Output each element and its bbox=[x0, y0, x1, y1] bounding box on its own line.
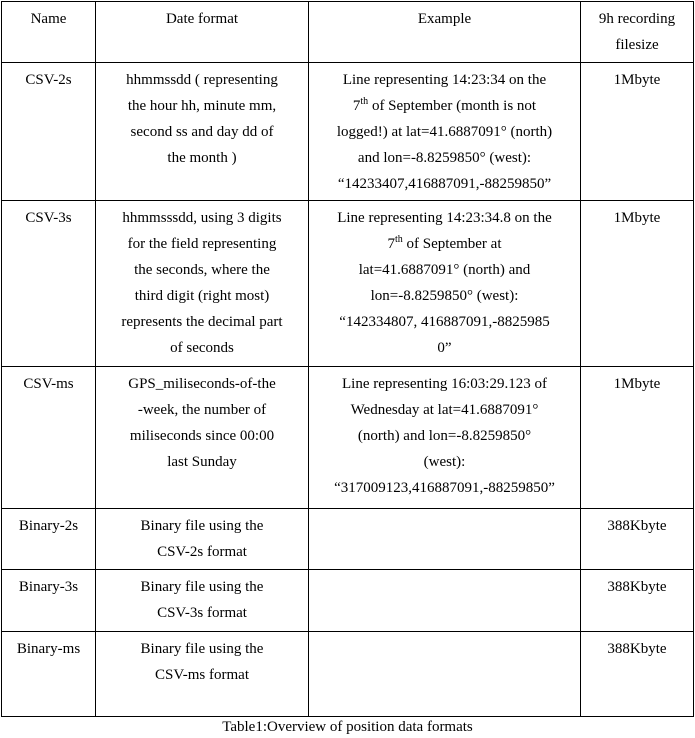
header-example-cell bbox=[309, 2, 581, 63]
table-row bbox=[2, 632, 694, 717]
row-size: 1Mbyte bbox=[613, 376, 661, 392]
row-example-post: of September at lat=41.6887091° (north) and lon=-8.8259850° (west): “142334807, 416887091,-8825985 0” bbox=[339, 236, 550, 356]
row-size: 388Kbyte bbox=[607, 518, 667, 534]
row-name: CSV-3s bbox=[25, 210, 72, 226]
row-example-pre: Line representing 16:03:29.123 of Wednesday at lat=41.6887091° (north) and lon=-8.8259850° (west): “317009123,416887091,-88259850” bbox=[334, 376, 555, 496]
table-row bbox=[2, 570, 694, 632]
row-example bbox=[309, 63, 580, 197]
row-format: Binary file using the CSV-ms format bbox=[140, 641, 264, 683]
header-format: Date format bbox=[165, 11, 239, 27]
row-example-sup: th bbox=[395, 234, 403, 245]
row-format: hhmmssdd ( representing the hour hh, minute mm, second ss and day dd of the month ) bbox=[126, 72, 278, 166]
row-format: hhmmsssdd, using 3 digits for the field representing the seconds, where the third digit (right most) represents the decimal part of seconds bbox=[121, 210, 283, 356]
row-name: CSV-2s bbox=[25, 72, 72, 88]
row-format: Binary file using the CSV-3s format bbox=[140, 579, 264, 621]
row-example bbox=[309, 570, 580, 574]
row-name: CSV-ms bbox=[23, 376, 74, 392]
row-name: Binary-3s bbox=[18, 579, 79, 595]
row-format: Binary file using the CSV-2s format bbox=[140, 518, 264, 560]
row-example-sup: th bbox=[360, 96, 369, 107]
header-size-cell bbox=[581, 2, 694, 63]
header-row bbox=[2, 2, 694, 63]
position-formats-table bbox=[1, 1, 694, 717]
table-row bbox=[2, 367, 694, 509]
table-row bbox=[2, 63, 694, 201]
row-name: Binary-2s bbox=[18, 518, 79, 534]
row-example-pre: Line representing 14:23:34.8 on the 7 bbox=[337, 210, 552, 252]
table-caption: Table1:Overview of position data formats bbox=[222, 719, 473, 735]
table-row bbox=[2, 201, 694, 367]
table-row bbox=[2, 509, 694, 570]
row-size: 388Kbyte bbox=[607, 641, 667, 657]
row-format: GPS_miliseconds-of-the -week, the number of miliseconds since 00:00 last Sunday bbox=[128, 376, 276, 470]
header-format-cell bbox=[96, 2, 309, 63]
row-size: 1Mbyte bbox=[613, 210, 661, 226]
row-example bbox=[309, 201, 580, 361]
header-name: Name bbox=[30, 11, 67, 27]
row-size: 388Kbyte bbox=[607, 579, 667, 595]
header-size: 9h recording filesize bbox=[598, 11, 676, 53]
header-name-cell bbox=[2, 2, 96, 63]
row-example bbox=[309, 509, 580, 513]
row-example bbox=[309, 632, 580, 636]
row-name: Binary-ms bbox=[16, 641, 81, 657]
row-size: 1Mbyte bbox=[613, 72, 661, 88]
row-example bbox=[309, 367, 580, 501]
row-example-pre: Line representing 14:23:34 on the 7 bbox=[342, 72, 547, 114]
header-example: Example bbox=[417, 11, 472, 27]
row-example-post: of September (month is not logged!) at lat=41.6887091° (north) and lon=-8.8259850° (west): “14233407,416887091,-88259850” bbox=[336, 98, 553, 192]
